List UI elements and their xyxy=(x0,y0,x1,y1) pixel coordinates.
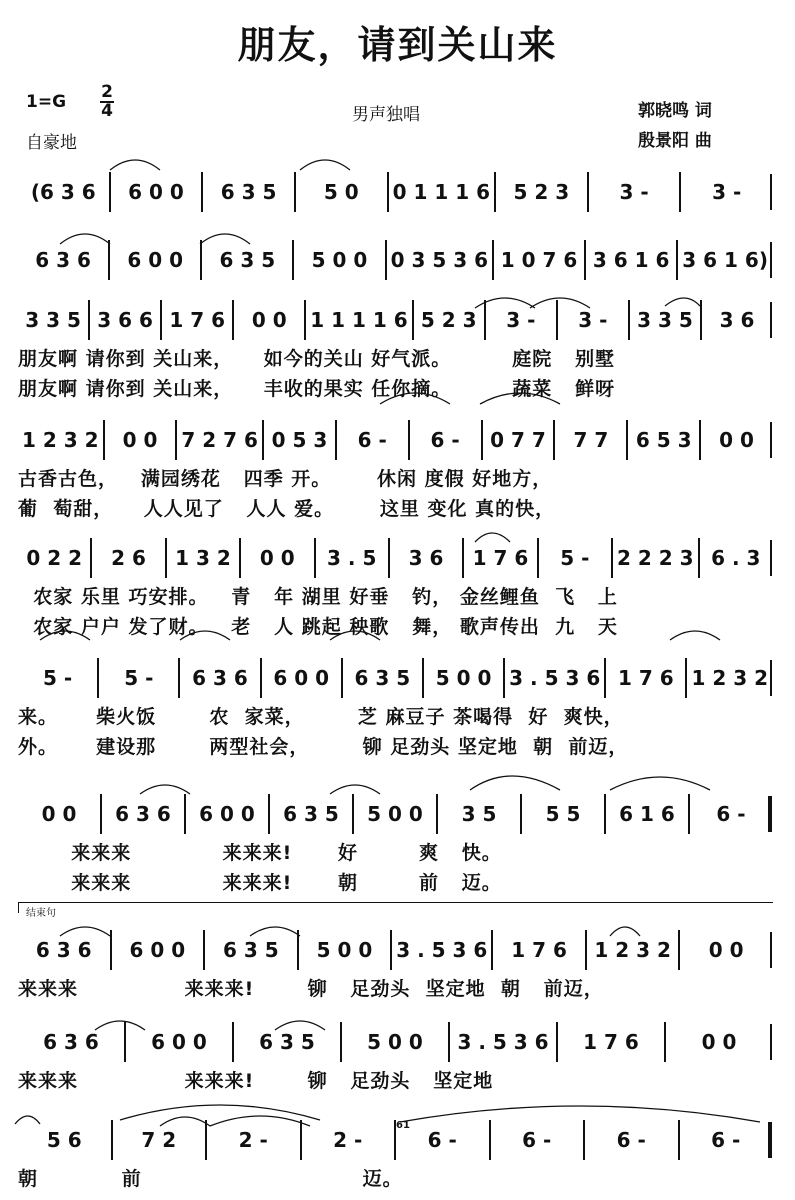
measure: 5 0 0 xyxy=(342,1022,450,1062)
measure: 0 0 xyxy=(701,1030,737,1054)
lyric-line: 古香古色， 满园绣花 四季 开。 休闲 度假 好地方， xyxy=(18,468,553,490)
measure: 5 0 0 xyxy=(424,658,505,698)
measure: 5 0 0 xyxy=(354,794,438,834)
measure: 3 6 1 6 xyxy=(586,240,678,280)
measure: 1 7 6 xyxy=(606,658,687,698)
measure: 3 . 5 xyxy=(316,538,390,578)
ending-label: 结束句 xyxy=(26,908,56,919)
measure: 6 0 0 xyxy=(110,240,202,280)
notation-system xyxy=(18,538,772,578)
key-signature: 1=G xyxy=(26,92,67,112)
measure: 6 3 5 xyxy=(270,794,354,834)
measure: 5 0 0 xyxy=(294,240,386,280)
measure: 0 0 xyxy=(105,420,178,460)
lyric-line: 农家 乐里 巧安排。 青 年 湖里 好垂 钓， 金丝鲤鱼 飞 上 xyxy=(18,586,618,608)
measure: 6 - xyxy=(410,420,483,460)
measure: 6 5 3 xyxy=(628,420,701,460)
notation-system xyxy=(18,300,772,340)
measure: 0 0 xyxy=(708,938,744,962)
slur xyxy=(110,160,160,170)
lyric-line: 朝 前 迈。 xyxy=(18,1168,403,1190)
grace-note: 61 xyxy=(396,1120,410,1131)
measure: 6 0 0 xyxy=(186,794,270,834)
notation-system xyxy=(18,1022,772,1062)
lyric-line: 来来来 来来来! 铆 足劲头 坚定地 朝 前迈， xyxy=(18,978,604,1000)
measure: 5 2 3 xyxy=(496,172,589,212)
measure: 6 3 6 xyxy=(180,658,261,698)
barline xyxy=(770,660,772,696)
measure: 6 . 3 xyxy=(711,546,761,570)
slur xyxy=(300,160,350,170)
measure: 5 - xyxy=(99,658,180,698)
measure: 6 - xyxy=(585,1120,680,1160)
measure: 1 2 3 2 xyxy=(587,930,681,970)
measure: 2 2 2 3 xyxy=(613,538,700,578)
measure: 6 3 5 xyxy=(234,1022,342,1062)
measure: 3 3 5 xyxy=(18,300,90,340)
measure: 6 - xyxy=(716,802,746,826)
measure: 5 5 xyxy=(522,794,606,834)
notation-line xyxy=(18,1120,772,1160)
measure: 6 0 0 xyxy=(126,1022,234,1062)
measure: 5 6 xyxy=(18,1120,113,1160)
measure: 6 3 5 xyxy=(205,930,299,970)
measure: 0 7 7 xyxy=(483,420,556,460)
measure: (6 3 6 xyxy=(18,172,111,212)
slur xyxy=(120,1105,320,1120)
notation-system xyxy=(18,172,772,212)
measure: 7 2 xyxy=(113,1120,208,1160)
measure: 2 - xyxy=(207,1120,302,1160)
lyric-line: 来来来 来来来! 铆 足劲头 坚定地 xyxy=(18,1070,494,1092)
barline xyxy=(768,1122,772,1158)
lyric-line: 来来来 来来来! 朝 前 迈。 xyxy=(18,872,502,894)
measure: 1 7 6 xyxy=(558,1022,666,1062)
measure: 6 3 6 xyxy=(18,930,112,970)
measure: 6 0 0 xyxy=(262,658,343,698)
lyric-line: 朋友啊 请你到 关山来， 丰收的果实 任你摘。 蔬菜 鲜呀 xyxy=(18,378,616,400)
measure: 3 . 5 3 6 xyxy=(450,1022,558,1062)
slur xyxy=(470,776,560,790)
measure: 3 6 6 xyxy=(90,300,162,340)
measure: 6 0 0 xyxy=(112,930,206,970)
measure: 1 7 6 xyxy=(493,930,587,970)
measure: 0 1 1 1 6 xyxy=(389,172,496,212)
barline xyxy=(770,422,772,458)
measure: 3 3 5 xyxy=(630,300,702,340)
notation-line xyxy=(18,300,772,340)
measure: 1 2 3 2 xyxy=(18,420,105,460)
slur xyxy=(610,777,710,790)
measure: 6 3 6 xyxy=(102,794,186,834)
notation-system xyxy=(18,658,772,698)
measure: 6 3 5 xyxy=(202,240,294,280)
notation-line xyxy=(18,538,772,578)
song-title: 朋友，请到关山来 xyxy=(237,22,558,67)
measure: 3 - xyxy=(589,172,682,212)
measure: 7 2 7 6 xyxy=(177,420,264,460)
measure: 2 - xyxy=(302,1120,397,1160)
measure: 6 - xyxy=(396,1120,491,1160)
time-signature xyxy=(100,84,114,120)
measure: 3 5 xyxy=(438,794,522,834)
notation-line xyxy=(18,930,772,970)
measure: 0 3 5 3 6 xyxy=(387,240,494,280)
lyric-line: 来。 柴火饭 农 家菜， 芝 麻豆子 茶喝得 好 爽快， xyxy=(18,706,624,728)
measure: 3 - xyxy=(558,300,630,340)
slur xyxy=(330,785,380,794)
notation-system xyxy=(18,240,772,280)
measure: 5 0 xyxy=(296,172,389,212)
notation-line xyxy=(18,1022,772,1062)
lyric-line: 朋友啊 请你到 关山来， 如今的关山 好气派。 庭院 别墅 xyxy=(18,348,616,370)
measure: 3 . 5 3 6 xyxy=(505,658,606,698)
time-numerator: 2 xyxy=(101,82,113,102)
lyric-line: 葡 萄甜， 人人见了 人人 爱。 这里 变化 真的快， xyxy=(18,498,556,520)
measure: 0 0 xyxy=(18,794,102,834)
measure: 2 6 xyxy=(92,538,166,578)
measure: 3 - xyxy=(486,300,558,340)
measure: 1 0 7 6 xyxy=(494,240,586,280)
measure: 0 5 3 xyxy=(264,420,337,460)
measure: 5 - xyxy=(539,538,613,578)
barline xyxy=(770,540,772,576)
measure: 3 . 5 3 6 xyxy=(392,930,493,970)
measure: 6 3 5 xyxy=(203,172,296,212)
measure: 0 0 xyxy=(234,300,306,340)
lyric-line: 农家 户户 发了财。 老 人 跳起 秧歌 舞， 歌声传出 九 天 xyxy=(18,616,618,638)
measure: 3 6 1 6) xyxy=(682,248,768,272)
measure: 6 3 6 xyxy=(18,240,110,280)
measure: 5 0 0 xyxy=(299,930,393,970)
ending-bracket xyxy=(18,902,773,913)
barline xyxy=(770,242,772,278)
barline xyxy=(770,174,772,210)
notation-line xyxy=(18,794,772,834)
notation-line xyxy=(18,240,772,280)
barline xyxy=(770,932,772,968)
notation-system xyxy=(18,1120,772,1160)
notation-line xyxy=(18,172,772,212)
measure: 1 7 6 xyxy=(162,300,234,340)
measure: 1 1 1 1 6 xyxy=(306,300,413,340)
measure: 0 2 2 xyxy=(18,538,92,578)
voice-type: 男声独唱 xyxy=(352,105,420,125)
measure: 0 0 xyxy=(719,428,754,452)
notation-system xyxy=(18,794,772,834)
tempo-marking: 自豪地 xyxy=(26,133,77,153)
measure: 1 7 6 xyxy=(464,538,538,578)
measure: 6 3 5 xyxy=(343,658,424,698)
measure: 1 3 2 xyxy=(167,538,241,578)
time-denominator: 4 xyxy=(101,101,113,121)
measure: 0 0 xyxy=(241,538,315,578)
measure: 7 7 xyxy=(555,420,628,460)
barline xyxy=(770,302,772,338)
barline xyxy=(768,796,772,832)
measure: 1 2 3 2 xyxy=(691,666,768,690)
measure: 6 - xyxy=(711,1128,741,1152)
lyricist-credit: 郭晓鸣 词 xyxy=(638,101,712,121)
composer-credit: 殷景阳 曲 xyxy=(638,131,712,151)
notation-line xyxy=(18,658,772,698)
measure: 6 - xyxy=(491,1120,586,1160)
measure: 6 3 6 xyxy=(18,1022,126,1062)
barline xyxy=(770,1024,772,1060)
lyric-line: 外。 建设那 两型社会， 铆 足劲头 坚定地 朝 前迈， xyxy=(18,736,629,758)
slur xyxy=(140,785,190,794)
measure: 3 - xyxy=(712,180,742,204)
measure: 6 - xyxy=(337,420,410,460)
notation-system xyxy=(18,930,772,970)
measure: 6 0 0 xyxy=(111,172,204,212)
measure: 6 1 6 xyxy=(606,794,690,834)
notation-system xyxy=(18,420,772,460)
notation-line xyxy=(18,420,772,460)
measure: 3 6 xyxy=(719,308,755,332)
measure: 5 - xyxy=(18,658,99,698)
measure: 3 6 xyxy=(390,538,464,578)
lyric-line: 来来来 来来来! 好 爽 快。 xyxy=(18,842,502,864)
measure: 5 2 3 xyxy=(414,300,486,340)
